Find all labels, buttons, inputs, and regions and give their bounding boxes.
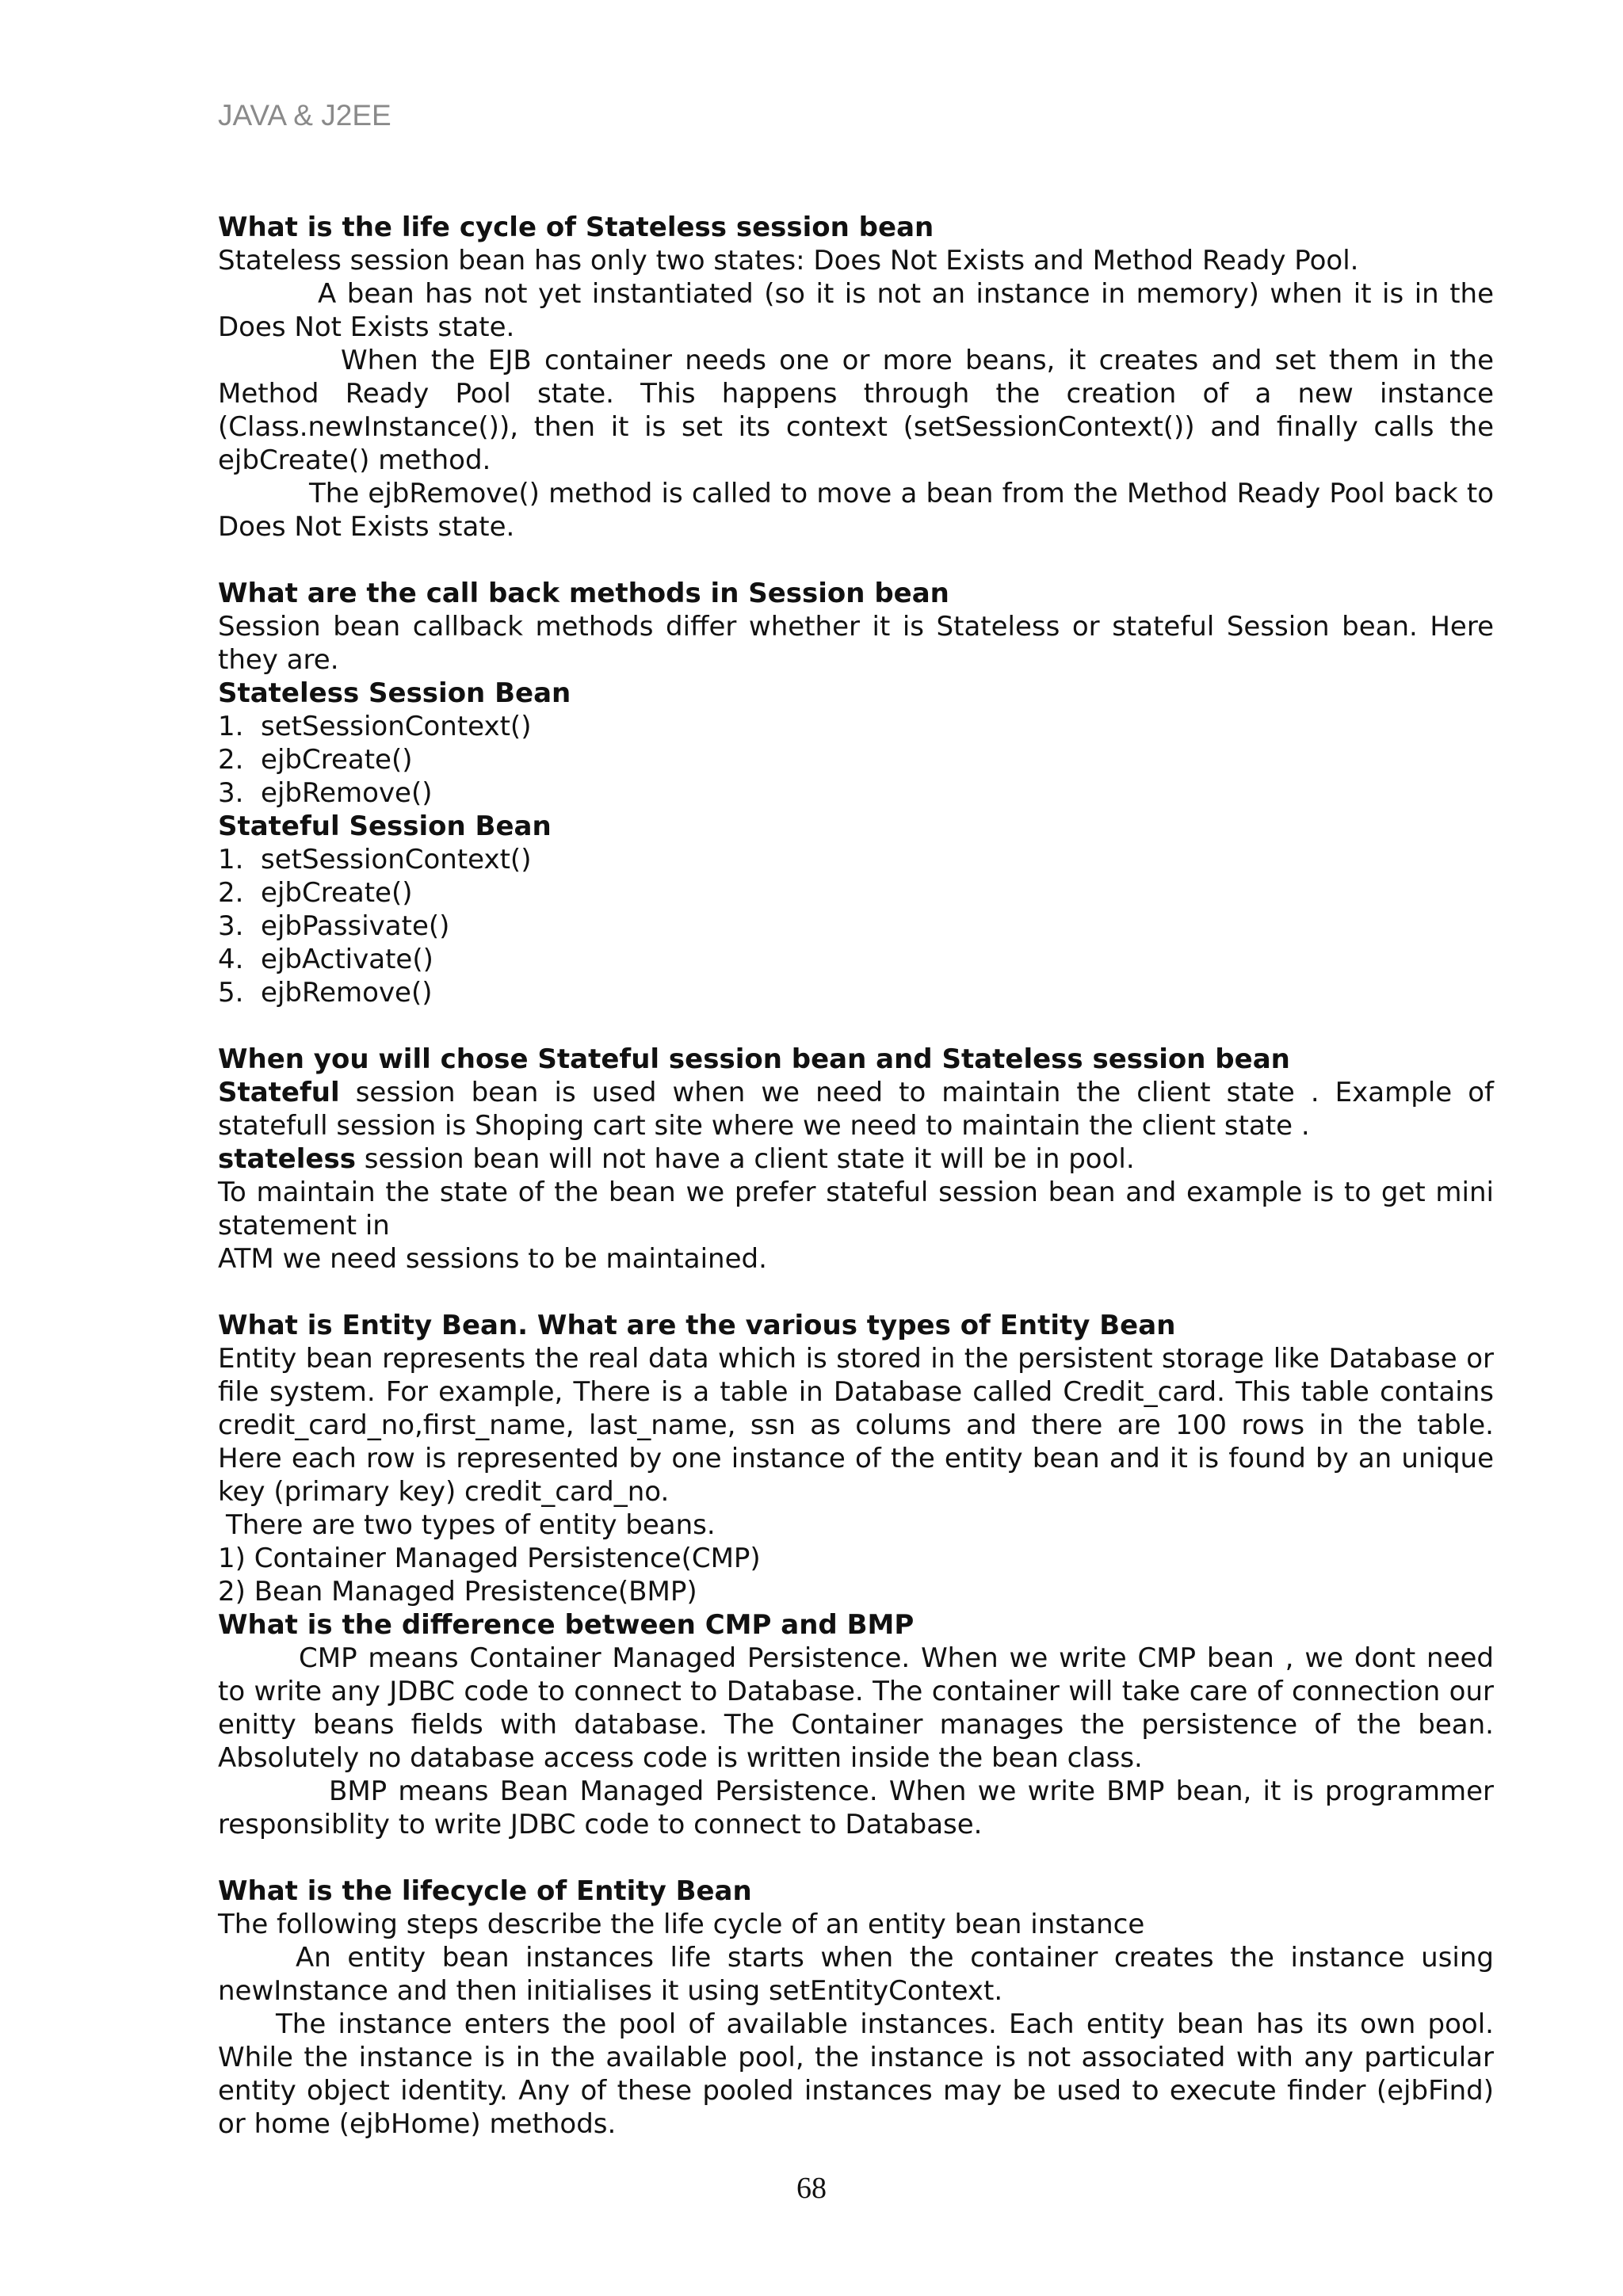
paragraph: The instance enters the pool of available instances. Each entity bean has its own pool. While the instance is in the available pool, the instance is not associated with any particular entity object identity. Any of these pooled instances may be used to execute finder (ejbFind) or home (ejbHome) methods. — [218, 2008, 1494, 2140]
spacer — [218, 1841, 1494, 1875]
list-item: 2. ejbCreate() — [218, 877, 413, 909]
list-item: 2. ejbCreate() — [218, 744, 413, 776]
bold-term: Stateful — [218, 1077, 340, 1108]
paragraph: ATM we need sessions to be maintained. — [218, 1243, 767, 1275]
page-number: 68 — [796, 2172, 827, 2205]
stateful-callback-list — [218, 843, 1494, 1009]
list-item: 1. setSessionContext() — [218, 711, 532, 742]
paragraph: There are two types of entity beans. — [226, 1509, 716, 1541]
running-header: JAVA & J2EE — [218, 99, 391, 132]
subheading-stateless: Stateless Session Bean — [218, 677, 571, 709]
section-heading-stateless-lifecycle: What is the life cycle of Stateless session bean — [218, 212, 934, 243]
paragraph: An entity bean instances life starts when the container creates the instance using newInstance and then initialises it using setEntityContext. — [218, 1942, 1494, 2007]
paragraph: When the EJB container needs one or more beans, it creates and set them in the Method Ready Pool state. This happens through the creation of a new instance (Class.newInstance()), then it is set its context (setSessionContext()) and finally calls the ejbCreate() method. — [218, 345, 1494, 476]
paragraph: A bean has not yet instantiated (so it is not an instance in memory) when it is in the Does Not Exists state. — [218, 278, 1494, 343]
list-item: 1. setSessionContext() — [218, 844, 532, 875]
list-item: 5. ejbRemove() — [218, 977, 433, 1009]
stateless-callback-list — [218, 710, 1494, 810]
section-heading-cmp-bmp: What is the difference between CMP and BMP — [218, 1609, 915, 1641]
list-item: 4. ejbActivate() — [218, 944, 433, 975]
paragraph: Entity bean represents the real data which is stored in the persistent storage like Database or file system. For example, There is a table in Database called Credit_card. This table contains credit_card_no,first_name, last_name, ssn as colums and there are 100 rows in the table. Here each row is represented by one instance of the entity bean and it is found by an unique key (primary key) credit_card_no. — [218, 1343, 1494, 1508]
spacer — [218, 543, 1494, 577]
paragraph: To maintain the state of the bean we prefer stateful session bean and example is to get mini statement in — [218, 1177, 1494, 1241]
paragraph — [218, 1076, 1494, 1142]
section-heading-entity-bean: What is Entity Bean. What are the various types of Entity Bean — [218, 1310, 1176, 1341]
paragraph: BMP means Bean Managed Persistence. When we write BMP bean, it is programmer responsiblity to write JDBC code to connect to Database. — [218, 1775, 1494, 1840]
spacer — [218, 1009, 1494, 1043]
paragraph: 1) Container Managed Persistence(CMP) — [218, 1543, 761, 1574]
paragraph-text: session bean is used when we need to maintain the client state . Example of statefull session is Shoping cart site where we need to maintain the client state . — [218, 1077, 1494, 1142]
section-heading-entity-lifecycle: What is the lifecycle of Entity Bean — [218, 1875, 752, 1907]
subheading-stateful: Stateful Session Bean — [218, 810, 552, 842]
paragraph — [218, 1142, 1494, 1176]
list-item: 3. ejbPassivate() — [218, 910, 450, 942]
page-content — [218, 211, 1494, 2141]
paragraph: Session bean callback methods differ whether it is Stateless or stateful Session bean. Here they are. — [218, 611, 1494, 676]
bold-term: stateless — [218, 1143, 356, 1175]
paragraph: Stateless session bean has only two states: Does Not Exists and Method Ready Pool. — [218, 245, 1359, 277]
paragraph: The ejbRemove() method is called to move a bean from the Method Ready Pool back to Does Not Exists state. — [218, 478, 1494, 543]
paragraph: The following steps describe the life cycle of an entity bean instance — [218, 1909, 1145, 1940]
section-heading-callback-methods: What are the call back methods in Session bean — [218, 578, 949, 609]
section-heading-choose-bean: When you will chose Stateful session bean and Stateless session bean — [218, 1043, 1290, 1075]
paragraph: CMP means Container Managed Persistence. When we write CMP bean , we dont need to write any JDBC code to connect to Database. The container will take care of connection our enitty beans fields with database. The Container manages the persistence of the bean. Absolutely no database access code is written inside the bean class. — [218, 1642, 1494, 1774]
paragraph: 2) Bean Managed Presistence(BMP) — [218, 1576, 697, 1608]
spacer — [218, 1276, 1494, 1309]
list-item: 3. ejbRemove() — [218, 777, 433, 809]
paragraph-text: session bean will not have a client state it will be in pool. — [355, 1143, 1135, 1175]
